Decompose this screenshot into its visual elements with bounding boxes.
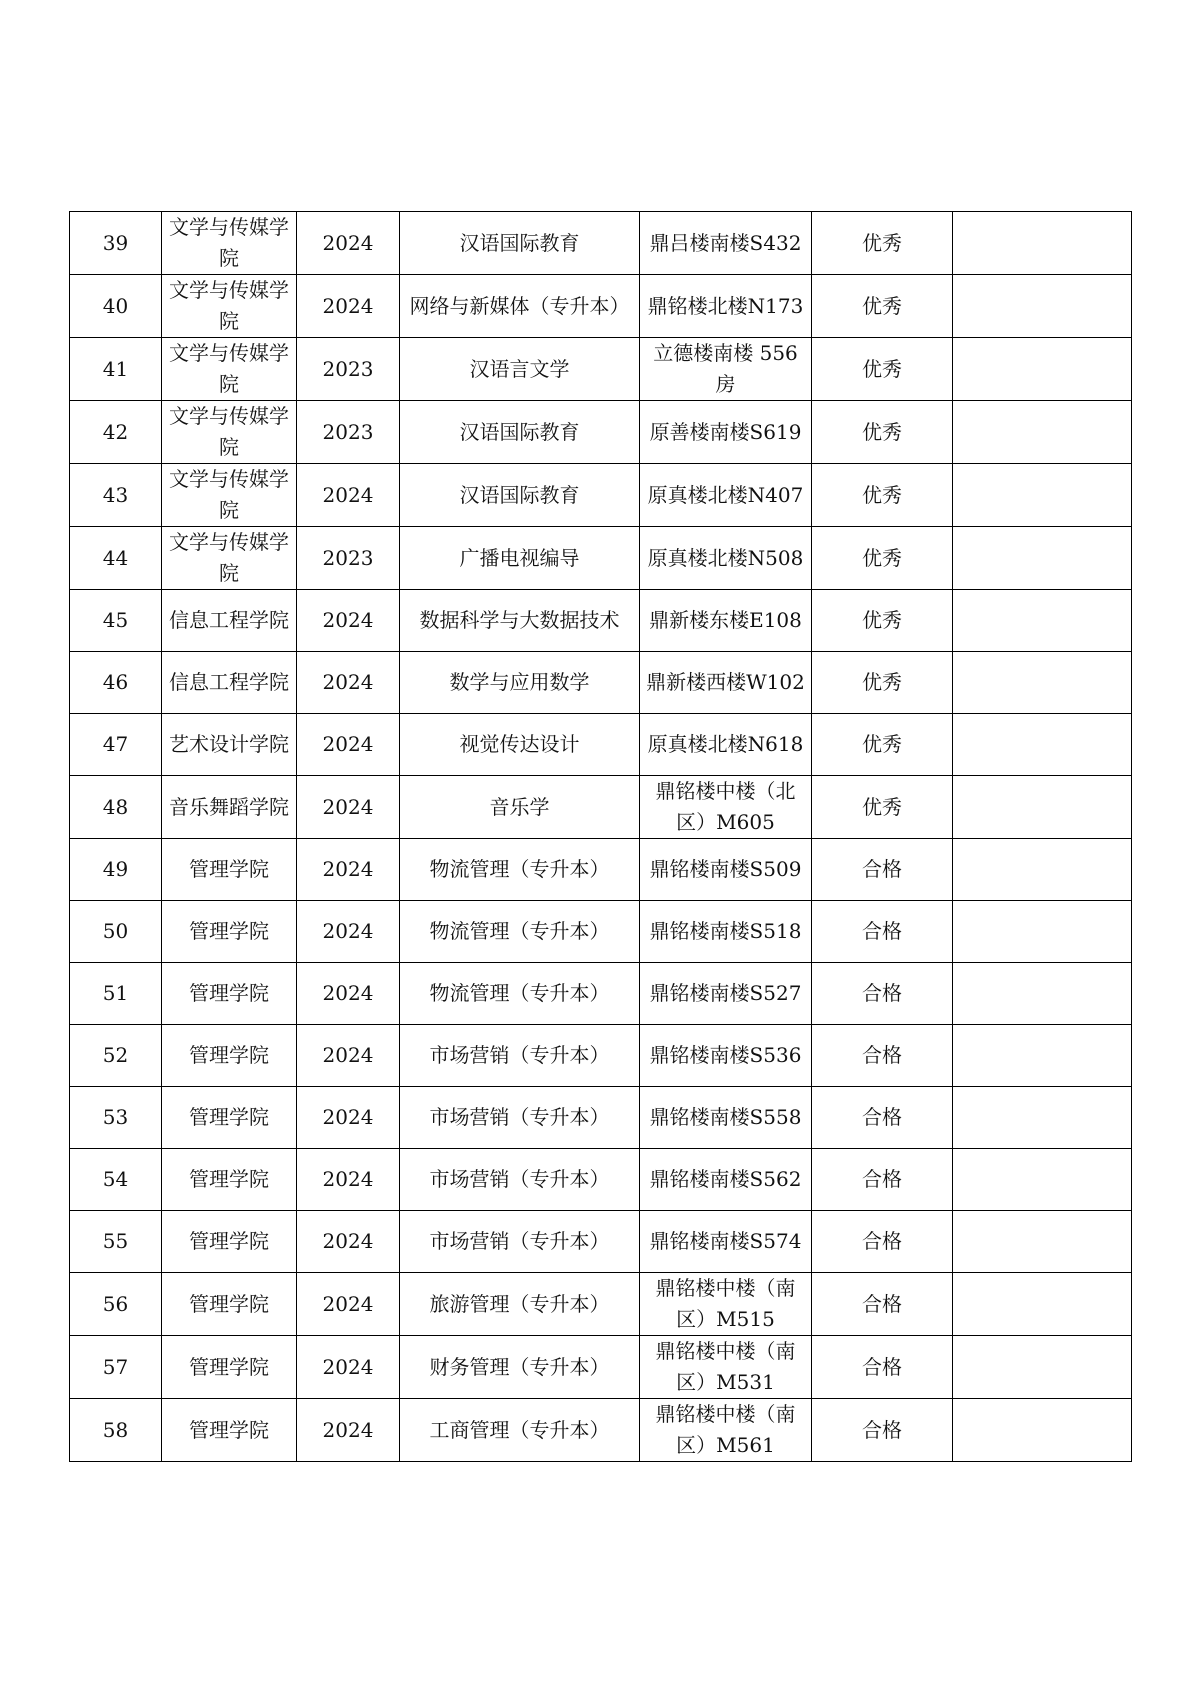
year-cell: 2024 xyxy=(297,1025,400,1087)
grade-cell: 优秀 xyxy=(812,527,953,590)
row-number-cell: 49 xyxy=(70,839,162,901)
grade-cell: 合格 xyxy=(812,1336,953,1399)
table-row xyxy=(70,212,1132,275)
major-cell: 汉语国际教育 xyxy=(400,464,640,527)
grade-cell: 优秀 xyxy=(812,714,953,776)
college-cell: 管理学院 xyxy=(162,1273,297,1336)
year-cell: 2024 xyxy=(297,1211,400,1273)
row-number-cell: 54 xyxy=(70,1149,162,1211)
major-cell: 汉语言文学 xyxy=(400,338,640,401)
table-row xyxy=(70,1025,1132,1087)
row-number-cell: 56 xyxy=(70,1273,162,1336)
table-row xyxy=(70,1087,1132,1149)
row-number-cell: 45 xyxy=(70,590,162,652)
remark-cell xyxy=(953,714,1132,776)
room-cell: 鼎铭楼南楼S518 xyxy=(640,901,812,963)
table-row xyxy=(70,338,1132,401)
grade-cell: 合格 xyxy=(812,839,953,901)
major-cell: 工商管理（专升本） xyxy=(400,1399,640,1462)
remark-cell xyxy=(953,839,1132,901)
major-cell: 旅游管理（专升本） xyxy=(400,1273,640,1336)
row-number-cell: 43 xyxy=(70,464,162,527)
grade-cell: 优秀 xyxy=(812,401,953,464)
room-cell: 立德楼南楼 556房 xyxy=(640,338,812,401)
remark-cell xyxy=(953,275,1132,338)
major-cell: 财务管理（专升本） xyxy=(400,1336,640,1399)
college-cell: 管理学院 xyxy=(162,963,297,1025)
table-row xyxy=(70,901,1132,963)
year-cell: 2024 xyxy=(297,901,400,963)
room-cell: 鼎铭楼中楼（北区）M605 xyxy=(640,776,812,839)
room-cell: 鼎铭楼南楼S558 xyxy=(640,1087,812,1149)
year-cell: 2024 xyxy=(297,212,400,275)
year-cell: 2024 xyxy=(297,963,400,1025)
room-cell: 鼎铭楼南楼S536 xyxy=(640,1025,812,1087)
college-cell: 文学与传媒学院 xyxy=(162,212,297,275)
year-cell: 2024 xyxy=(297,464,400,527)
table-row xyxy=(70,1399,1132,1462)
room-cell: 鼎吕楼南楼S432 xyxy=(640,212,812,275)
grade-cell: 合格 xyxy=(812,1211,953,1273)
college-cell: 管理学院 xyxy=(162,1149,297,1211)
room-cell: 原善楼南楼S619 xyxy=(640,401,812,464)
grade-cell: 优秀 xyxy=(812,464,953,527)
row-number-cell: 57 xyxy=(70,1336,162,1399)
table-row xyxy=(70,714,1132,776)
row-number-cell: 55 xyxy=(70,1211,162,1273)
grade-cell: 优秀 xyxy=(812,212,953,275)
row-number-cell: 40 xyxy=(70,275,162,338)
room-cell: 鼎铭楼南楼S527 xyxy=(640,963,812,1025)
table-row xyxy=(70,1211,1132,1273)
room-cell: 鼎铭楼南楼S574 xyxy=(640,1211,812,1273)
row-number-cell: 48 xyxy=(70,776,162,839)
grade-cell: 合格 xyxy=(812,963,953,1025)
row-number-cell: 41 xyxy=(70,338,162,401)
remark-cell xyxy=(953,1211,1132,1273)
row-number-cell: 52 xyxy=(70,1025,162,1087)
college-cell: 文学与传媒学院 xyxy=(162,401,297,464)
college-cell: 音乐舞蹈学院 xyxy=(162,776,297,839)
remark-cell xyxy=(953,1025,1132,1087)
college-cell: 文学与传媒学院 xyxy=(162,527,297,590)
year-cell: 2023 xyxy=(297,401,400,464)
major-cell: 市场营销（专升本） xyxy=(400,1149,640,1211)
room-cell: 鼎铭楼中楼（南区）M515 xyxy=(640,1273,812,1336)
remark-cell xyxy=(953,1087,1132,1149)
row-number-cell: 46 xyxy=(70,652,162,714)
table-row xyxy=(70,776,1132,839)
college-cell: 管理学院 xyxy=(162,1211,297,1273)
major-cell: 网络与新媒体（专升本） xyxy=(400,275,640,338)
year-cell: 2024 xyxy=(297,714,400,776)
grade-cell: 优秀 xyxy=(812,776,953,839)
major-cell: 物流管理（专升本） xyxy=(400,901,640,963)
year-cell: 2023 xyxy=(297,338,400,401)
room-cell: 鼎铭楼北楼N173 xyxy=(640,275,812,338)
major-cell: 市场营销（专升本） xyxy=(400,1087,640,1149)
room-cell: 原真楼北楼N407 xyxy=(640,464,812,527)
table-row xyxy=(70,401,1132,464)
row-number-cell: 44 xyxy=(70,527,162,590)
grade-cell: 合格 xyxy=(812,1399,953,1462)
grade-cell: 优秀 xyxy=(812,338,953,401)
major-cell: 音乐学 xyxy=(400,776,640,839)
row-number-cell: 47 xyxy=(70,714,162,776)
room-cell: 原真楼北楼N508 xyxy=(640,527,812,590)
table-row xyxy=(70,275,1132,338)
grade-cell: 合格 xyxy=(812,1149,953,1211)
row-number-cell: 58 xyxy=(70,1399,162,1462)
table-row xyxy=(70,1273,1132,1336)
college-cell: 管理学院 xyxy=(162,901,297,963)
major-cell: 汉语国际教育 xyxy=(400,212,640,275)
room-cell: 原真楼北楼N618 xyxy=(640,714,812,776)
row-number-cell: 53 xyxy=(70,1087,162,1149)
major-cell: 视觉传达设计 xyxy=(400,714,640,776)
college-cell: 管理学院 xyxy=(162,839,297,901)
major-cell: 市场营销（专升本） xyxy=(400,1211,640,1273)
remark-cell xyxy=(953,338,1132,401)
room-cell: 鼎铭楼南楼S562 xyxy=(640,1149,812,1211)
major-cell: 汉语国际教育 xyxy=(400,401,640,464)
major-cell: 广播电视编导 xyxy=(400,527,640,590)
grade-cell: 优秀 xyxy=(812,652,953,714)
year-cell: 2024 xyxy=(297,1399,400,1462)
college-cell: 管理学院 xyxy=(162,1336,297,1399)
major-cell: 物流管理（专升本） xyxy=(400,839,640,901)
table-row xyxy=(70,1336,1132,1399)
year-cell: 2024 xyxy=(297,776,400,839)
college-cell: 艺术设计学院 xyxy=(162,714,297,776)
college-cell: 管理学院 xyxy=(162,1025,297,1087)
college-cell: 信息工程学院 xyxy=(162,590,297,652)
remark-cell xyxy=(953,1149,1132,1211)
college-cell: 文学与传媒学院 xyxy=(162,338,297,401)
year-cell: 2024 xyxy=(297,590,400,652)
table-row xyxy=(70,464,1132,527)
college-cell: 文学与传媒学院 xyxy=(162,275,297,338)
year-cell: 2024 xyxy=(297,1149,400,1211)
table-row xyxy=(70,1149,1132,1211)
remark-cell xyxy=(953,590,1132,652)
major-cell: 数学与应用数学 xyxy=(400,652,640,714)
grade-cell: 合格 xyxy=(812,1087,953,1149)
college-cell: 管理学院 xyxy=(162,1087,297,1149)
year-cell: 2024 xyxy=(297,1336,400,1399)
major-cell: 物流管理（专升本） xyxy=(400,963,640,1025)
remark-cell xyxy=(953,776,1132,839)
college-cell: 文学与传媒学院 xyxy=(162,464,297,527)
table-row xyxy=(70,527,1132,590)
room-cell: 鼎铭楼中楼（南区）M561 xyxy=(640,1399,812,1462)
remark-cell xyxy=(953,963,1132,1025)
grade-cell: 合格 xyxy=(812,1273,953,1336)
major-cell: 市场营销（专升本） xyxy=(400,1025,640,1087)
row-number-cell: 51 xyxy=(70,963,162,1025)
year-cell: 2024 xyxy=(297,839,400,901)
grade-cell: 优秀 xyxy=(812,590,953,652)
row-number-cell: 39 xyxy=(70,212,162,275)
remark-cell xyxy=(953,212,1132,275)
room-cell: 鼎新楼西楼W102 xyxy=(640,652,812,714)
year-cell: 2024 xyxy=(297,1087,400,1149)
grade-cell: 合格 xyxy=(812,901,953,963)
remark-cell xyxy=(953,652,1132,714)
year-cell: 2023 xyxy=(297,527,400,590)
college-cell: 信息工程学院 xyxy=(162,652,297,714)
row-number-cell: 50 xyxy=(70,901,162,963)
dormitory-evaluation-table xyxy=(69,211,1132,1462)
remark-cell xyxy=(953,464,1132,527)
remark-cell xyxy=(953,901,1132,963)
year-cell: 2024 xyxy=(297,1273,400,1336)
college-cell: 管理学院 xyxy=(162,1399,297,1462)
table-row xyxy=(70,590,1132,652)
remark-cell xyxy=(953,1399,1132,1462)
room-cell: 鼎新楼东楼E108 xyxy=(640,590,812,652)
table-body xyxy=(70,212,1132,1462)
remark-cell xyxy=(953,401,1132,464)
table-row xyxy=(70,839,1132,901)
grade-cell: 合格 xyxy=(812,1025,953,1087)
year-cell: 2024 xyxy=(297,652,400,714)
remark-cell xyxy=(953,527,1132,590)
room-cell: 鼎铭楼南楼S509 xyxy=(640,839,812,901)
major-cell: 数据科学与大数据技术 xyxy=(400,590,640,652)
table-row xyxy=(70,963,1132,1025)
row-number-cell: 42 xyxy=(70,401,162,464)
table-row xyxy=(70,652,1132,714)
year-cell: 2024 xyxy=(297,275,400,338)
grade-cell: 优秀 xyxy=(812,275,953,338)
remark-cell xyxy=(953,1273,1132,1336)
remark-cell xyxy=(953,1336,1132,1399)
room-cell: 鼎铭楼中楼（南区）M531 xyxy=(640,1336,812,1399)
